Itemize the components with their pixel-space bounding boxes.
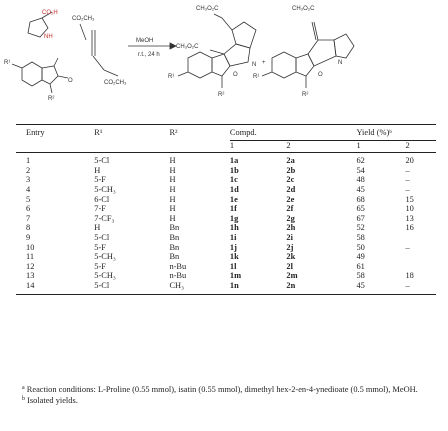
cell-entry: 12	[26, 261, 35, 271]
acid-label: CO₂H	[42, 10, 58, 16]
cell-r1: 7-CF₃	[94, 213, 115, 223]
cell-r2: H	[169, 213, 176, 223]
cell-compd-2: 2d	[286, 184, 296, 194]
cell-entry: 6	[26, 204, 31, 214]
subheader-yield-1: 1	[356, 140, 405, 153]
cell-compd-2: 2j	[286, 242, 294, 252]
cell-yield-2: –	[405, 184, 410, 194]
cell-yield-1: 54	[356, 165, 365, 175]
cell-compd-2: 2m	[286, 271, 298, 281]
cell-compd-1: 1k	[229, 252, 239, 262]
solvent-label: MeOH	[136, 38, 154, 44]
cell-r2: n-Bu	[169, 271, 187, 281]
cell-yield-1: 52	[356, 223, 365, 233]
cell-yield-2: 15	[405, 194, 414, 204]
table-row	[16, 233, 436, 243]
product1-ester-top: CH₃O₂C	[196, 6, 219, 12]
product1-oxo: O	[233, 72, 238, 78]
cell-r2: H	[169, 165, 176, 175]
product2-n: N	[338, 60, 343, 66]
table-header-row	[16, 125, 436, 141]
cell-r1: 5-CH₃	[94, 252, 116, 262]
cell-compd-1: 1b	[229, 165, 239, 175]
cell-yield-2: –	[405, 242, 410, 252]
cell-r1: 5-CH₃	[94, 184, 116, 194]
cell-yield-1: 62	[356, 156, 365, 166]
cell-yield-2	[405, 262, 436, 272]
product1-n: N	[252, 62, 257, 68]
reaction-scheme	[0, 0, 448, 118]
product1-r1: R¹	[168, 74, 175, 80]
table-row	[16, 214, 436, 224]
cell-yield-1: 67	[356, 213, 365, 223]
header-r1: R¹	[94, 125, 169, 141]
product2-right-ring	[334, 34, 354, 58]
cell-compd-1: 1i	[229, 232, 237, 242]
subheader-yield-2: 2	[405, 140, 436, 153]
cell-yield-2: 18	[405, 271, 414, 281]
isatin-r2: R²	[48, 96, 55, 102]
plus-sign: +	[262, 60, 266, 66]
cell-compd-1: 1l	[229, 261, 237, 271]
cell-yield-2: –	[405, 165, 410, 175]
product1-ester-left: CH₃O₂C	[176, 44, 199, 50]
cell-compd-1: 1m	[229, 271, 242, 281]
cell-yield-1: 61	[356, 261, 365, 271]
cell-entry: 14	[16, 281, 94, 294]
table-subheader-row	[16, 140, 436, 153]
cell-compd-2: 2c	[286, 175, 295, 185]
cell-yield-1: 58	[356, 271, 365, 281]
product2-oxindole	[296, 54, 314, 76]
cell-yield-2	[405, 233, 436, 243]
cell-yield-2: 16	[405, 223, 414, 233]
table-row	[16, 204, 436, 214]
header-entry: Entry	[16, 125, 94, 141]
cell-yield-1: 48	[356, 175, 365, 185]
table-row	[16, 243, 436, 253]
cell-yield-1: 45	[356, 184, 365, 194]
cell-r2: Bn	[169, 232, 180, 242]
cell-yield-2: –	[405, 281, 436, 294]
table-row	[16, 281, 436, 294]
product2-oxo: O	[318, 72, 323, 78]
cell-r2: CH₃	[169, 281, 229, 294]
table-row	[16, 166, 436, 176]
cell-compd-1: 1h	[229, 223, 239, 233]
isatin-five-ring	[42, 66, 58, 84]
subheader-compd-2: 2	[286, 140, 356, 153]
cell-r1: 5-Cl	[94, 281, 169, 294]
cell-entry: 11	[26, 252, 35, 262]
cell-compd-1: 1d	[229, 184, 239, 194]
ester-bottom-label: CO₂CH₃	[104, 80, 127, 86]
cell-compd-1: 1a	[229, 156, 239, 166]
cell-yield-2: –	[405, 175, 410, 185]
cell-compd-2: 2a	[286, 156, 295, 166]
cell-r1: 5-F	[94, 261, 106, 271]
cell-compd-2: 2b	[286, 165, 296, 175]
conditions-label: r.t., 24 h	[138, 52, 160, 58]
product2-r2: R²	[302, 92, 309, 98]
cell-yield-1: 49	[356, 252, 365, 262]
cell-compd-2: 2i	[286, 232, 293, 242]
product2-benzene	[272, 52, 296, 78]
table-row	[16, 175, 436, 185]
cell-r2: Bn	[169, 242, 180, 252]
footnote-a	[22, 384, 438, 395]
cell-entry: 13	[26, 271, 35, 281]
cell-entry: 8	[26, 223, 31, 233]
footnote-a-text: Reaction conditions: L-Proline (0.55 mmol), isatin (0.55 mmol), dimethyl hex-2-en-4-ynedioate (0.5 mmol), MeOH.	[26, 385, 418, 394]
subheader-compd-1: 1	[230, 140, 287, 153]
footnote-b-text: Isolated yields.	[27, 396, 78, 405]
cell-yield-1: 65	[356, 204, 365, 214]
cell-compd-2: 2l	[286, 261, 293, 271]
yield-table	[16, 124, 436, 295]
cell-entry: 5	[26, 194, 31, 204]
cell-r1: H	[94, 223, 101, 233]
cell-compd-1: 1f	[229, 204, 237, 214]
product1-r2: R²	[218, 92, 225, 98]
table-row	[16, 223, 436, 233]
isatin-oxo: O	[68, 78, 73, 84]
cell-compd-2: 2h	[286, 223, 296, 233]
cell-r1: 5-CH₃	[94, 271, 116, 281]
cell-yield-2: 10	[405, 204, 414, 214]
cell-yield-1: 50	[356, 242, 365, 252]
cell-compd-1: 1j	[229, 242, 237, 252]
cell-entry: 1	[26, 156, 31, 166]
cell-yield-2: 20	[405, 156, 414, 166]
table-footnotes	[22, 384, 438, 406]
cell-r1: 6-Cl	[94, 194, 110, 204]
table-row	[16, 195, 436, 205]
cell-compd-2: 2f	[286, 204, 294, 214]
product2-pyrrolizine	[308, 40, 336, 66]
product1-oxindole	[212, 54, 230, 76]
cell-compd-2: 2k	[286, 252, 296, 262]
footnote-a-mark: a	[22, 385, 25, 391]
cell-r2: H	[169, 194, 176, 204]
table-row	[16, 252, 436, 262]
product1-benzene	[188, 52, 212, 78]
table-body	[16, 153, 436, 294]
header-r2: R²	[169, 125, 229, 141]
cell-entry: 10	[26, 242, 35, 252]
cell-r2: H	[169, 204, 176, 214]
nh-label: NH	[44, 34, 53, 40]
cell-compd-2: 2n	[286, 281, 356, 294]
cell-r1: 7-F	[94, 204, 106, 214]
cell-r2: H	[169, 184, 176, 194]
product2-r1: R¹	[253, 74, 260, 80]
cell-yield-1: 45	[356, 281, 405, 294]
cell-yield-1: 68	[356, 194, 365, 204]
isatin-r1: R¹	[4, 60, 11, 66]
cell-compd-2: 2e	[286, 194, 295, 204]
ester-top-label: CO₂CH₃	[72, 16, 95, 22]
cell-r1: 5-F	[94, 242, 106, 252]
cell-entry: 2	[26, 165, 31, 175]
cell-r1: 5-Cl	[94, 232, 110, 242]
table-row	[16, 185, 436, 195]
cell-entry: 9	[26, 232, 31, 242]
cell-compd-1: 1g	[229, 213, 239, 223]
cell-compd-2: 2g	[286, 213, 295, 223]
table-row	[16, 153, 436, 166]
table-row	[16, 262, 436, 272]
footnote-b-mark: b	[22, 396, 25, 402]
cell-entry: 3	[26, 175, 31, 185]
reaction-scheme-drawing	[0, 0, 448, 118]
cell-entry: 7	[26, 213, 31, 223]
cell-compd-1: 1c	[229, 175, 238, 185]
product2-ester-top: CH₃O₂C	[292, 6, 315, 12]
cell-r1: H	[94, 165, 101, 175]
cell-r2: H	[169, 175, 176, 185]
header-yield: Yield (%)ᵇ	[356, 125, 436, 141]
footnote-b	[22, 395, 438, 406]
isatin-benzene	[22, 62, 42, 86]
cell-entry: 4	[26, 184, 31, 194]
cell-r1: 5-F	[94, 175, 106, 185]
table-row	[16, 271, 436, 281]
cell-yield-2	[405, 252, 436, 262]
cell-r1: 5-Cl	[94, 156, 110, 166]
cell-r2: H	[169, 156, 176, 166]
cell-r2: n-Bu	[169, 261, 187, 271]
header-compd: Compd.	[230, 125, 357, 141]
cell-r2: Bn	[169, 223, 180, 233]
cell-compd-1: 1n	[230, 281, 287, 294]
cell-r2: Bn	[169, 252, 180, 262]
cell-compd-1: 1e	[229, 194, 238, 204]
cell-yield-1: 58	[356, 232, 365, 242]
cell-yield-2: 13	[405, 213, 414, 223]
